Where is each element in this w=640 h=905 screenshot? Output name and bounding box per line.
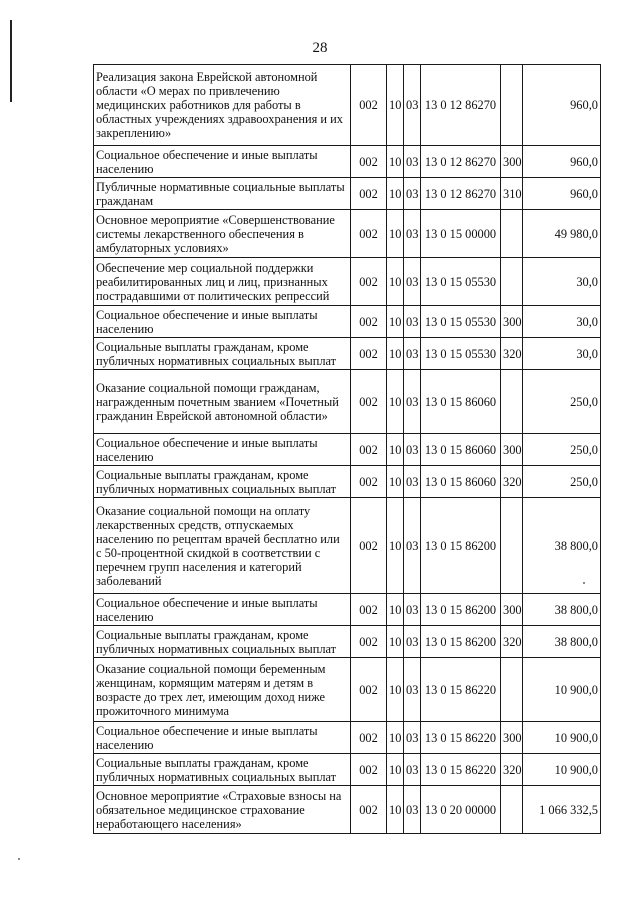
expense-name: Социальные выплаты гражданам, кроме публичных нормативных социальных выплат xyxy=(94,466,351,498)
code-section: 10 xyxy=(387,178,404,210)
code-subsection: 03 xyxy=(404,722,421,754)
code-subsection: 03 xyxy=(404,786,421,834)
code-section: 10 xyxy=(387,658,404,722)
expense-name: Социальные выплаты гражданам, кроме публичных нормативных социальных выплат xyxy=(94,626,351,658)
expense-name: Социальное обеспечение и иные выплаты населению xyxy=(94,306,351,338)
code-target-article: 13 0 12 86270 xyxy=(421,178,501,210)
code-target-article: 13 0 15 05530 xyxy=(421,258,501,306)
code-section: 10 xyxy=(387,466,404,498)
expense-name: Социальное обеспечение и иные выплаты населению xyxy=(94,434,351,466)
table-row xyxy=(94,786,601,834)
code-subsection: 03 xyxy=(404,210,421,258)
table-row xyxy=(94,178,601,210)
code-target-article: 13 0 15 86200 xyxy=(421,498,501,594)
code-target-article: 13 0 15 00000 xyxy=(421,210,501,258)
expense-name: Социальное обеспечение и иные выплаты населению xyxy=(94,594,351,626)
code-subsection: 03 xyxy=(404,65,421,146)
code-target-article: 13 0 15 86200 xyxy=(421,626,501,658)
amount: 960,0 xyxy=(523,65,601,146)
code-expense-type: 300 xyxy=(501,146,523,178)
expense-name: Социальное обеспечение и иные выплаты населению xyxy=(94,146,351,178)
code-expense-type: 300 xyxy=(501,594,523,626)
amount: 38 800,0 xyxy=(523,626,601,658)
code-subsection: 03 xyxy=(404,338,421,370)
table-body xyxy=(94,65,601,834)
expense-name: Основное мероприятие «Совершенствование системы лекарственного обеспечения в амбулаторных условиях» xyxy=(94,210,351,258)
code-grbs: 002 xyxy=(351,258,387,306)
table-row xyxy=(94,258,601,306)
amount: 38 800,0 xyxy=(523,594,601,626)
code-expense-type: 320 xyxy=(501,338,523,370)
code-grbs: 002 xyxy=(351,754,387,786)
table-row xyxy=(94,434,601,466)
code-subsection: 03 xyxy=(404,754,421,786)
code-section: 10 xyxy=(387,722,404,754)
amount: 10 900,0 xyxy=(523,722,601,754)
code-grbs: 002 xyxy=(351,306,387,338)
table-row xyxy=(94,338,601,370)
code-grbs: 002 xyxy=(351,626,387,658)
code-expense-type: 310 xyxy=(501,178,523,210)
code-section: 10 xyxy=(387,306,404,338)
code-section: 10 xyxy=(387,594,404,626)
code-grbs: 002 xyxy=(351,210,387,258)
amount: 960,0 xyxy=(523,178,601,210)
code-expense-type xyxy=(501,210,523,258)
expense-name: Оказание социальной помощи беременным женщинам, кормящим матерям и детям в возрасте до трех лет, имеющим доход ниже прожиточного минимума xyxy=(94,658,351,722)
table-row xyxy=(94,306,601,338)
code-target-article: 13 0 15 86060 xyxy=(421,370,501,434)
code-section: 10 xyxy=(387,258,404,306)
table-row xyxy=(94,146,601,178)
code-subsection: 03 xyxy=(404,498,421,594)
scan-speck xyxy=(583,582,585,584)
code-grbs: 002 xyxy=(351,370,387,434)
code-section: 10 xyxy=(387,498,404,594)
code-subsection: 03 xyxy=(404,434,421,466)
amount: 30,0 xyxy=(523,258,601,306)
expense-name: Социальные выплаты гражданам, кроме публичных нормативных социальных выплат xyxy=(94,754,351,786)
code-subsection: 03 xyxy=(404,594,421,626)
expense-name: Основное мероприятие «Страховые взносы на обязательное медицинское страхование неработающего населения» xyxy=(94,786,351,834)
code-grbs: 002 xyxy=(351,65,387,146)
amount: 49 980,0 xyxy=(523,210,601,258)
amount: 30,0 xyxy=(523,306,601,338)
amount: 250,0 xyxy=(523,370,601,434)
code-subsection: 03 xyxy=(404,178,421,210)
code-subsection: 03 xyxy=(404,258,421,306)
code-expense-type: 320 xyxy=(501,466,523,498)
code-grbs: 002 xyxy=(351,338,387,370)
code-grbs: 002 xyxy=(351,146,387,178)
code-subsection: 03 xyxy=(404,626,421,658)
code-expense-type xyxy=(501,498,523,594)
code-subsection: 03 xyxy=(404,146,421,178)
amount: 1 066 332,5 xyxy=(523,786,601,834)
amount: 250,0 xyxy=(523,466,601,498)
amount: 10 900,0 xyxy=(523,658,601,722)
code-section: 10 xyxy=(387,626,404,658)
table-row xyxy=(94,210,601,258)
amount: 30,0 xyxy=(523,338,601,370)
code-expense-type: 300 xyxy=(501,434,523,466)
code-subsection: 03 xyxy=(404,306,421,338)
code-grbs: 002 xyxy=(351,498,387,594)
code-expense-type xyxy=(501,658,523,722)
code-section: 10 xyxy=(387,65,404,146)
code-section: 10 xyxy=(387,786,404,834)
code-subsection: 03 xyxy=(404,466,421,498)
amount: 38 800,0 xyxy=(523,498,601,594)
scan-speck xyxy=(18,858,20,860)
code-grbs: 002 xyxy=(351,786,387,834)
expense-name: Публичные нормативные социальные выплаты гражданам xyxy=(94,178,351,210)
code-target-article: 13 0 15 05530 xyxy=(421,338,501,370)
code-section: 10 xyxy=(387,754,404,786)
code-grbs: 002 xyxy=(351,658,387,722)
code-target-article: 13 0 15 86060 xyxy=(421,434,501,466)
code-subsection: 03 xyxy=(404,658,421,722)
expense-name: Оказание социальной помощи гражданам, награжденным почетным званием «Почетный гражданин Еврейской автономной области» xyxy=(94,370,351,434)
amount: 250,0 xyxy=(523,434,601,466)
table-row xyxy=(94,466,601,498)
code-expense-type: 320 xyxy=(501,754,523,786)
code-target-article: 13 0 12 86270 xyxy=(421,146,501,178)
code-section: 10 xyxy=(387,338,404,370)
code-target-article: 13 0 15 86220 xyxy=(421,658,501,722)
code-grbs: 002 xyxy=(351,594,387,626)
code-grbs: 002 xyxy=(351,178,387,210)
code-expense-type: 300 xyxy=(501,306,523,338)
code-expense-type xyxy=(501,65,523,146)
table-row xyxy=(94,65,601,146)
code-target-article: 13 0 12 86270 xyxy=(421,65,501,146)
amount: 10 900,0 xyxy=(523,754,601,786)
code-expense-type xyxy=(501,786,523,834)
code-target-article: 13 0 15 86060 xyxy=(421,466,501,498)
code-target-article: 13 0 20 00000 xyxy=(421,786,501,834)
code-grbs: 002 xyxy=(351,722,387,754)
code-grbs: 002 xyxy=(351,466,387,498)
code-expense-type xyxy=(501,258,523,306)
code-target-article: 13 0 15 86220 xyxy=(421,722,501,754)
page-number: 28 xyxy=(312,40,328,56)
code-target-article: 13 0 15 86200 xyxy=(421,594,501,626)
code-expense-type: 320 xyxy=(501,626,523,658)
table-row xyxy=(94,658,601,722)
expense-name: Социальные выплаты гражданам, кроме публичных нормативных социальных выплат xyxy=(94,338,351,370)
code-grbs: 002 xyxy=(351,434,387,466)
table-row xyxy=(94,370,601,434)
expense-name: Социальное обеспечение и иные выплаты населению xyxy=(94,722,351,754)
table-row xyxy=(94,626,601,658)
table-row xyxy=(94,722,601,754)
expense-name: Реализация закона Еврейской автономной области «О мерах по привлечению медицинских работников для работы в областных учреждениях здравоохранения и их закреплению» xyxy=(94,65,351,146)
code-target-article: 13 0 15 86220 xyxy=(421,754,501,786)
margin-line xyxy=(10,20,12,102)
code-section: 10 xyxy=(387,434,404,466)
amount: 960,0 xyxy=(523,146,601,178)
code-section: 10 xyxy=(387,210,404,258)
code-expense-type xyxy=(501,370,523,434)
table-row xyxy=(94,594,601,626)
expense-name: Оказание социальной помощи на оплату лекарственных средств, отпускаемых населению по рецептам врачей бесплатно или с 50-процентной скидкой в соответствии с перечнем групп населения и категорий заболеваний xyxy=(94,498,351,594)
code-expense-type: 300 xyxy=(501,722,523,754)
code-target-article: 13 0 15 05530 xyxy=(421,306,501,338)
table-row xyxy=(94,498,601,594)
code-section: 10 xyxy=(387,146,404,178)
code-section: 10 xyxy=(387,370,404,434)
expense-name: Обеспечение мер социальной поддержки реабилитированных лиц и лиц, признанных пострадавшими от политических репрессий xyxy=(94,258,351,306)
code-subsection: 03 xyxy=(404,370,421,434)
table-row xyxy=(94,754,601,786)
budget-table xyxy=(93,64,601,834)
